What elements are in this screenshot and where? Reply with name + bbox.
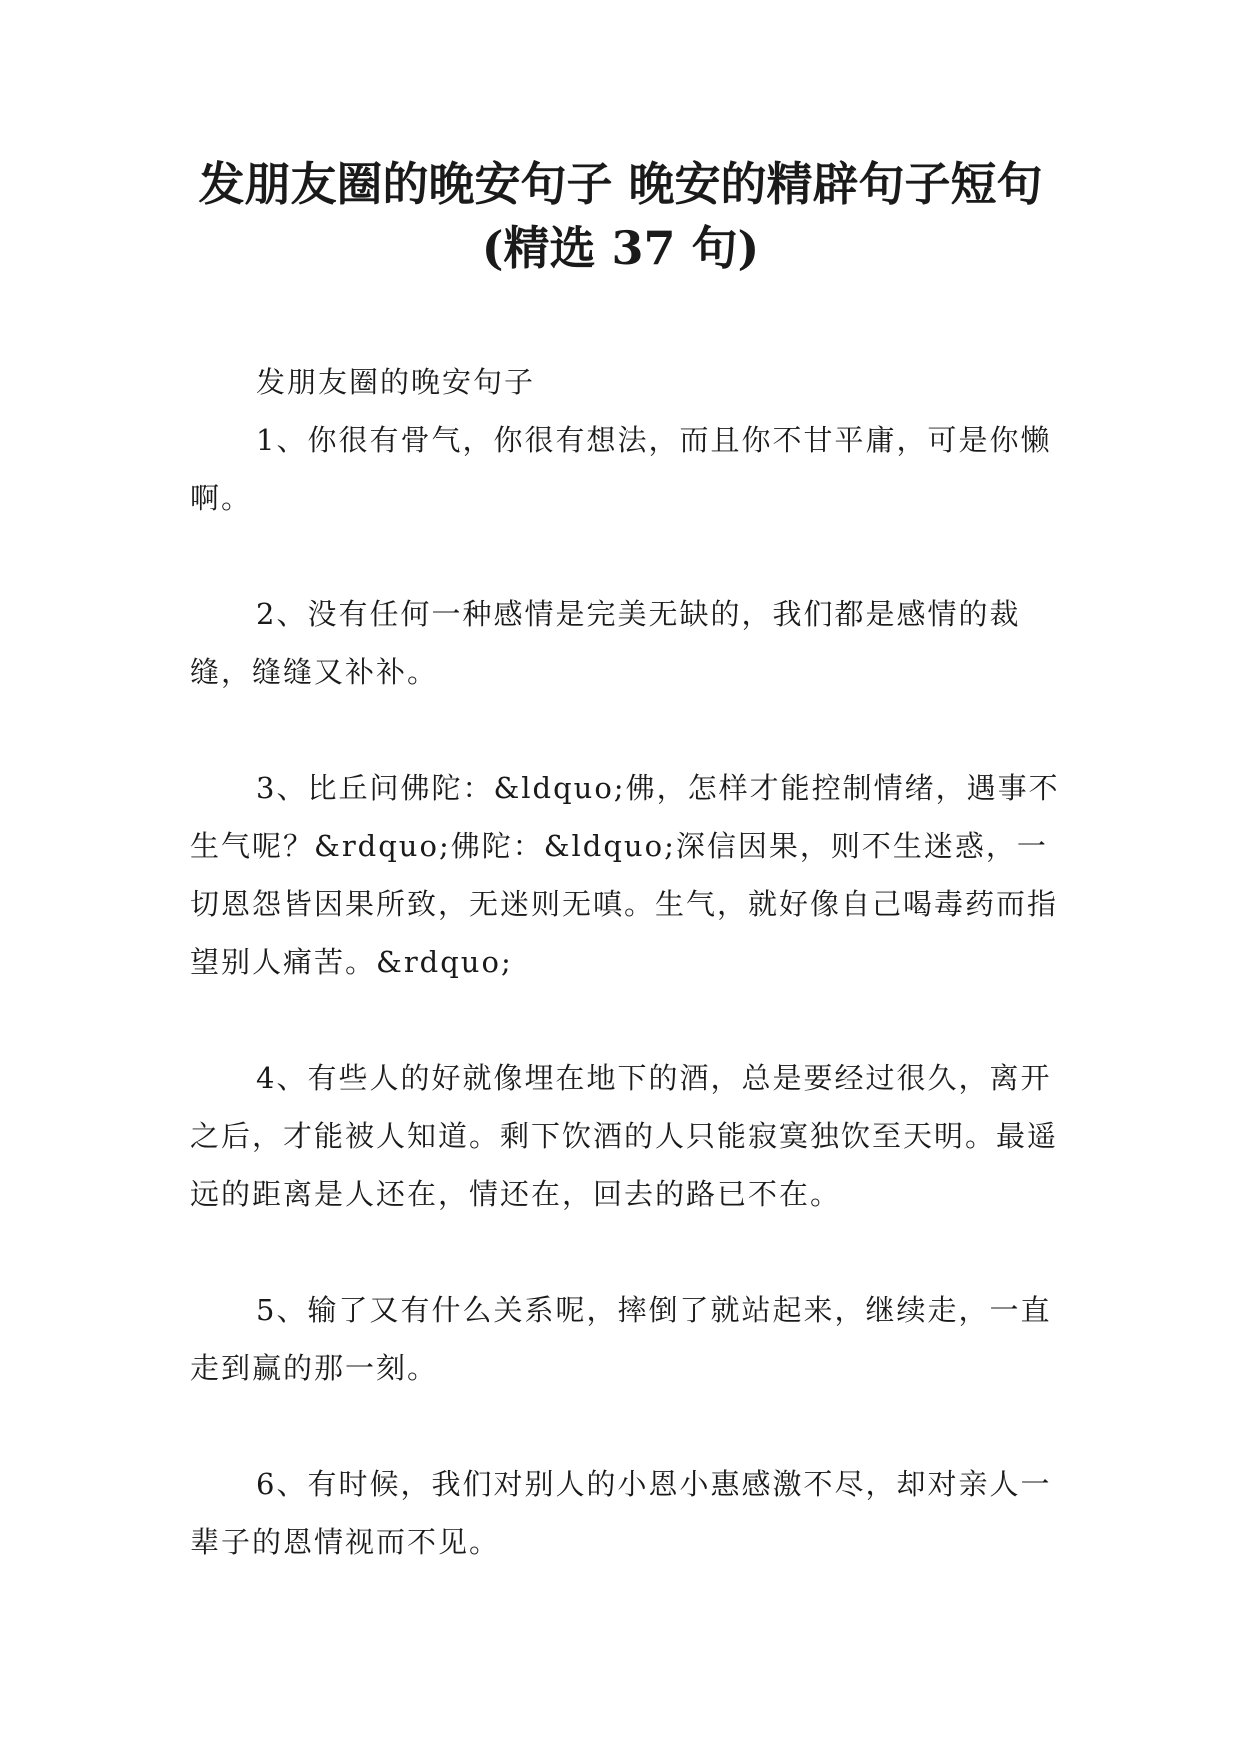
document-title-line1: 发朋友圈的晚安句子 晚安的精辟句子短句: [198, 157, 1043, 211]
list-item: 3、比丘问佛陀：&ldquo;佛，怎样才能控制情绪，遇事不生气呢？&rdquo;佛陀：&ldquo;深信因果，则不生迷惑，一切恩怨皆因果所致，无迷则无嗔。生气，就好像自己喝毒药而指望别人痛苦。&rdquo;: [190, 771, 1060, 979]
list-item: 5、输了又有什么关系呢，摔倒了就站起来，继续走，一直走到赢的那一刻。: [190, 1293, 1052, 1385]
document-body: [190, 353, 1060, 1629]
document-title-line2: (精选 37 句): [481, 221, 760, 275]
list-item: 2、没有任何一种感情是完美无缺的，我们都是感情的裁缝，缝缝又补补。: [190, 597, 1021, 689]
list-item: 4、有些人的好就像埋在地下的酒，总是要经过很久，离开之后，才能被人知道。剩下饮酒的人只能寂寞独饮至天明。最遥远的距离是人还在，情还在，回去的路已不在。: [190, 1061, 1059, 1211]
list-item: 6、有时候，我们对别人的小恩小惠感激不尽，却对亲人一辈子的恩情视而不见。: [190, 1467, 1052, 1559]
list-item: 1、你很有骨气，你很有想法，而且你不甘平庸，可是你懒啊。: [190, 423, 1052, 515]
section-heading: 发朋友圈的晚安句子: [256, 365, 536, 399]
